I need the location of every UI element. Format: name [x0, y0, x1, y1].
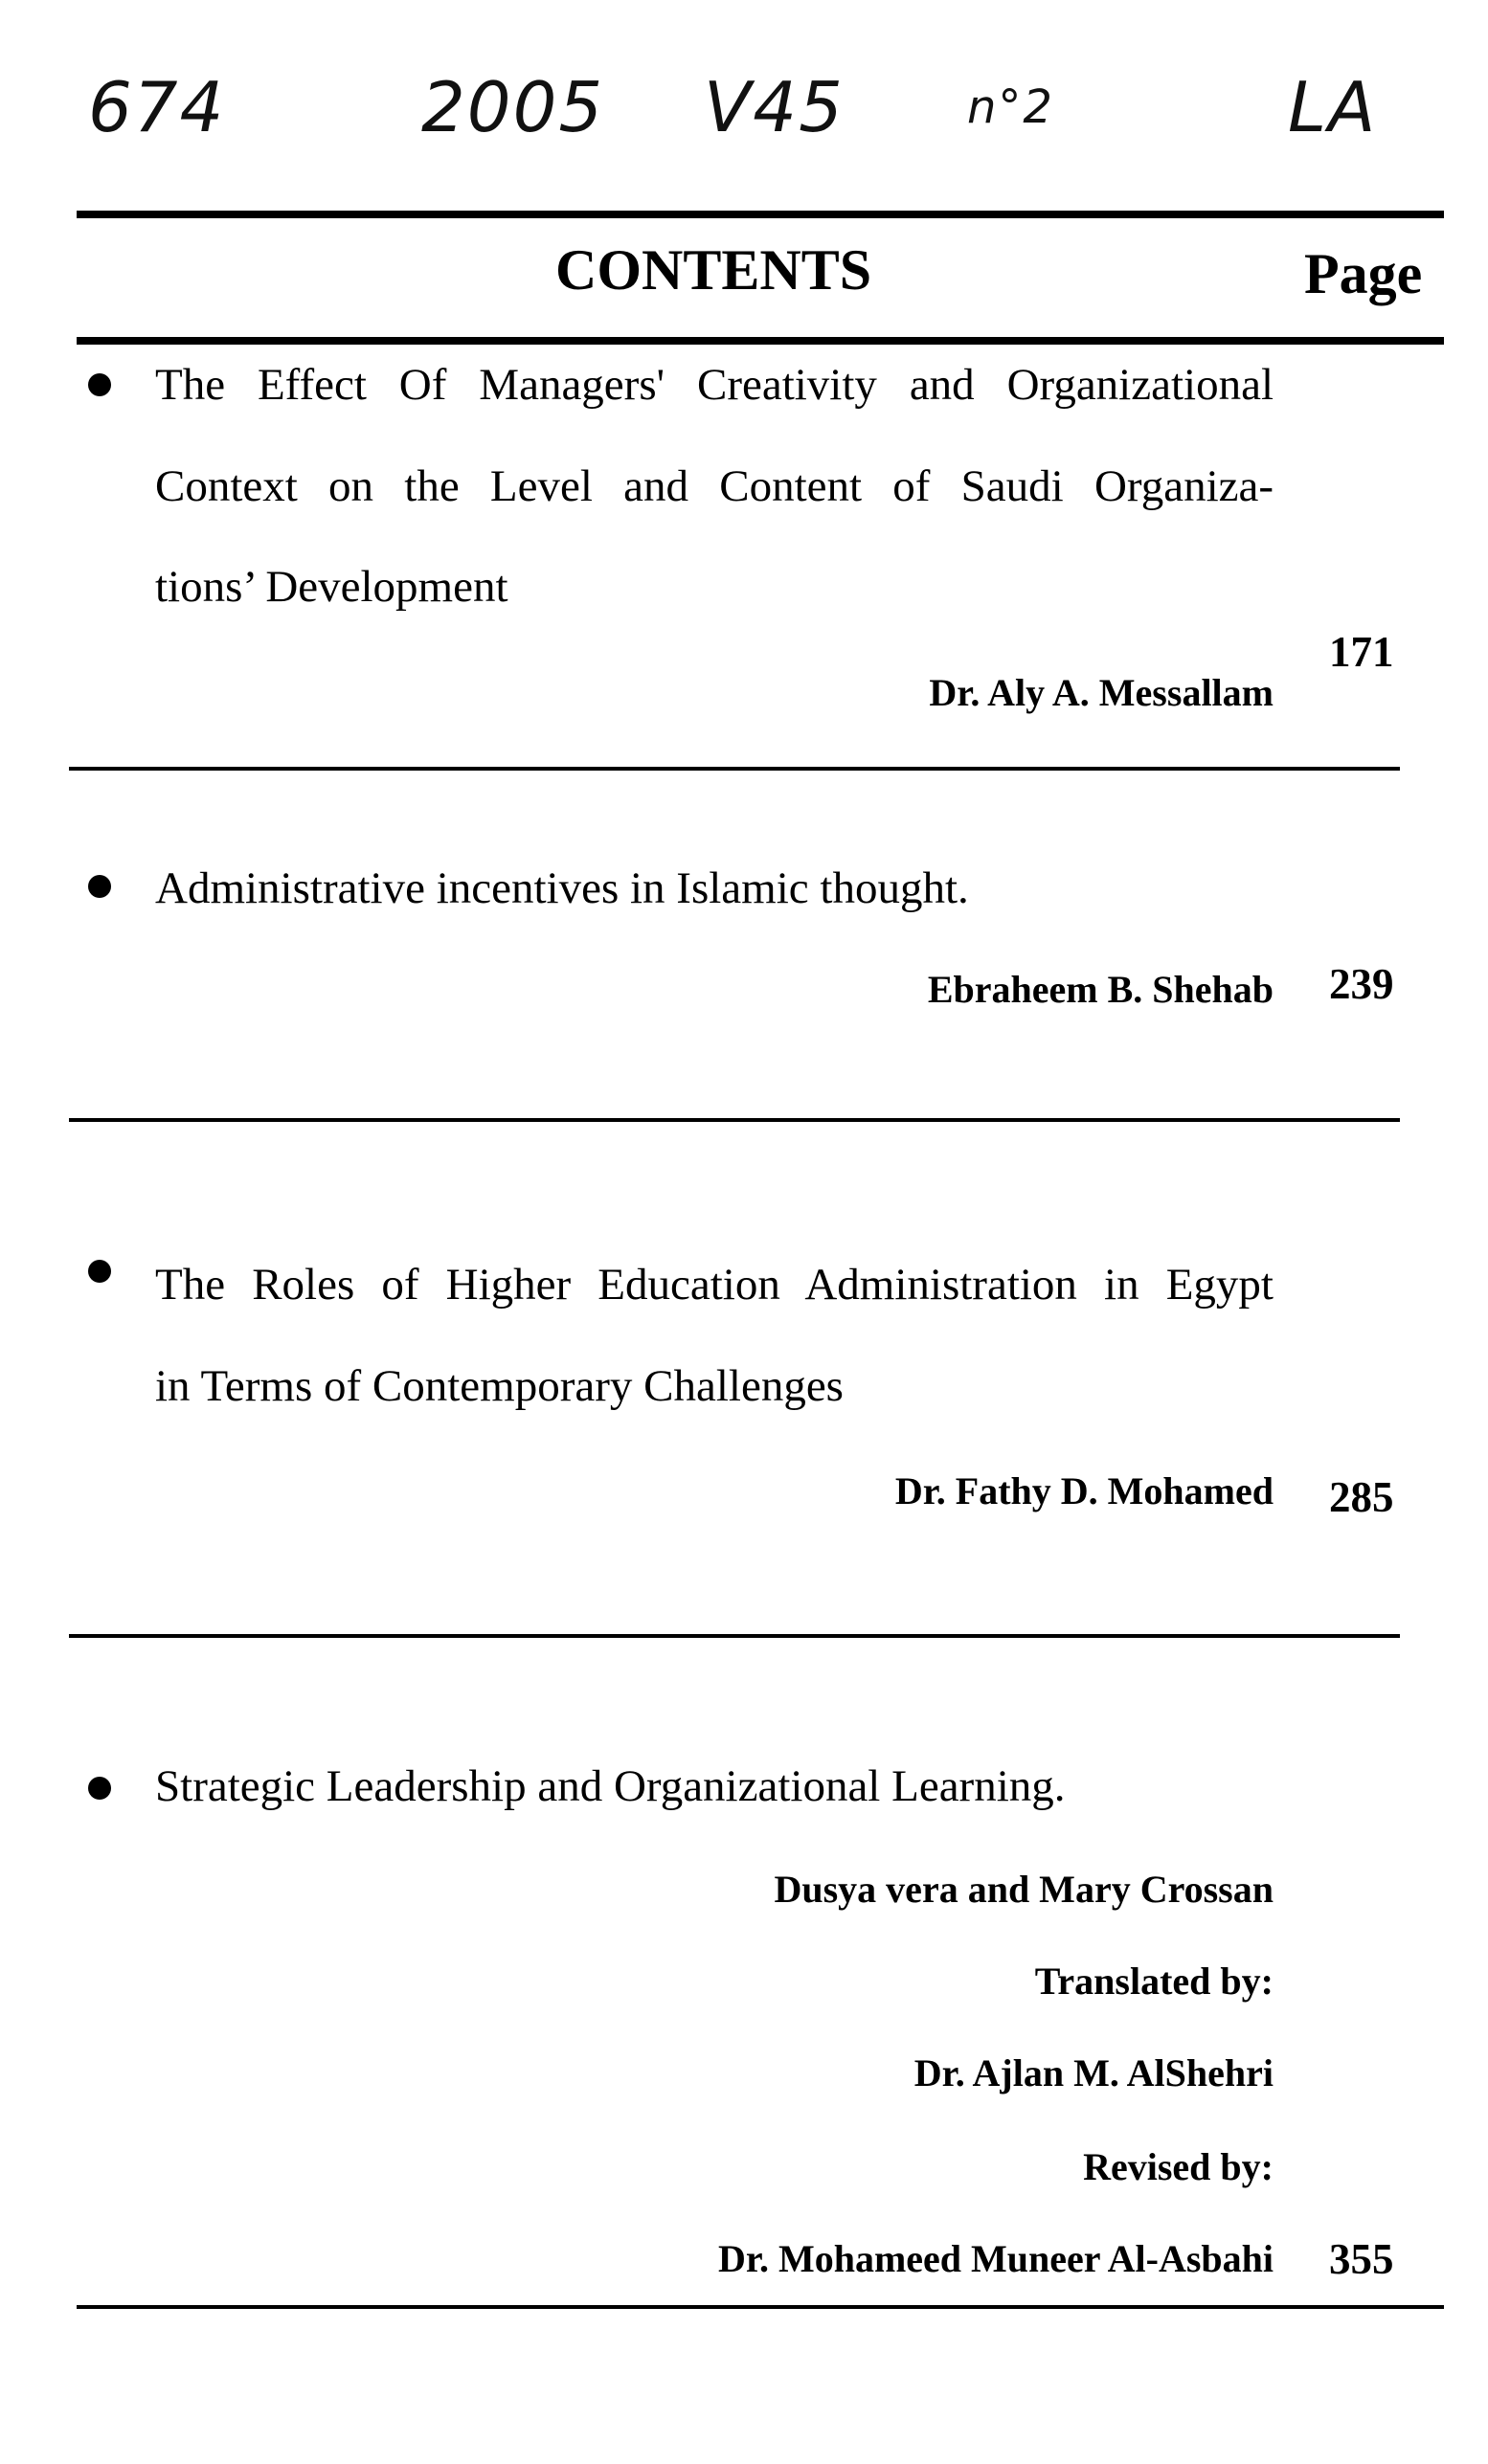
entry-page-number: 285 — [1329, 1473, 1394, 1521]
entry-title-line: Context on the Level and Content of Saudi Organiza- — [155, 461, 1274, 511]
entry-title-line: in Terms of Contemporary Challenges — [155, 1361, 844, 1411]
entry-author: Ebraheem B. Shehab — [927, 968, 1274, 1011]
entry-page-number: 239 — [1329, 960, 1394, 1008]
handwritten-mark: LA — [1288, 67, 1378, 147]
footer-rule — [77, 2305, 1444, 2309]
entry-divider — [69, 767, 1400, 771]
entry-title-line: The Effect Of Managers' Creativity and Organizational — [155, 360, 1274, 410]
entry-title-line: tions’ Development — [155, 562, 508, 612]
handwritten-code: 674 — [88, 67, 226, 147]
entry-divider — [69, 1118, 1400, 1122]
entry-page-number: 355 — [1329, 2235, 1394, 2283]
handwritten-volume: V45 — [704, 67, 845, 147]
bullet-icon — [88, 1777, 111, 1800]
entry-divider — [69, 1634, 1400, 1638]
revised-by-label: Revised by: — [1083, 2145, 1274, 2188]
reviser-name: Dr. Mohameed Muneer Al-Asbahi — [718, 2237, 1274, 2280]
entry-author: Dr. Fathy D. Mohamed — [894, 1469, 1274, 1512]
bullet-icon — [88, 373, 111, 396]
page-column-heading: Page — [1304, 242, 1423, 305]
bullet-icon — [88, 875, 111, 898]
entry-page-number: 171 — [1329, 628, 1394, 676]
translated-by-label: Translated by: — [1034, 1960, 1274, 2003]
translator-name: Dr. Ajlan M. AlShehri — [913, 2051, 1274, 2094]
entry-title-line: Strategic Leadership and Organizational Learning. — [155, 1761, 1066, 1811]
bullet-icon — [88, 1260, 111, 1283]
entry-title-line: The Roles of Higher Education Administration in Egypt — [155, 1260, 1274, 1310]
entry-title-line: Administrative incentives in Islamic thought. — [155, 863, 969, 913]
entry-author: Dusya vera and Mary Crossan — [774, 1868, 1274, 1911]
header-bottom-rule — [77, 337, 1444, 345]
header-top-rule — [77, 211, 1444, 218]
handwritten-number: n°2 — [967, 80, 1054, 134]
handwritten-year: 2005 — [421, 67, 605, 147]
contents-title: CONTENTS — [555, 238, 872, 302]
entry-author: Dr. Aly A. Messallam — [929, 671, 1274, 714]
